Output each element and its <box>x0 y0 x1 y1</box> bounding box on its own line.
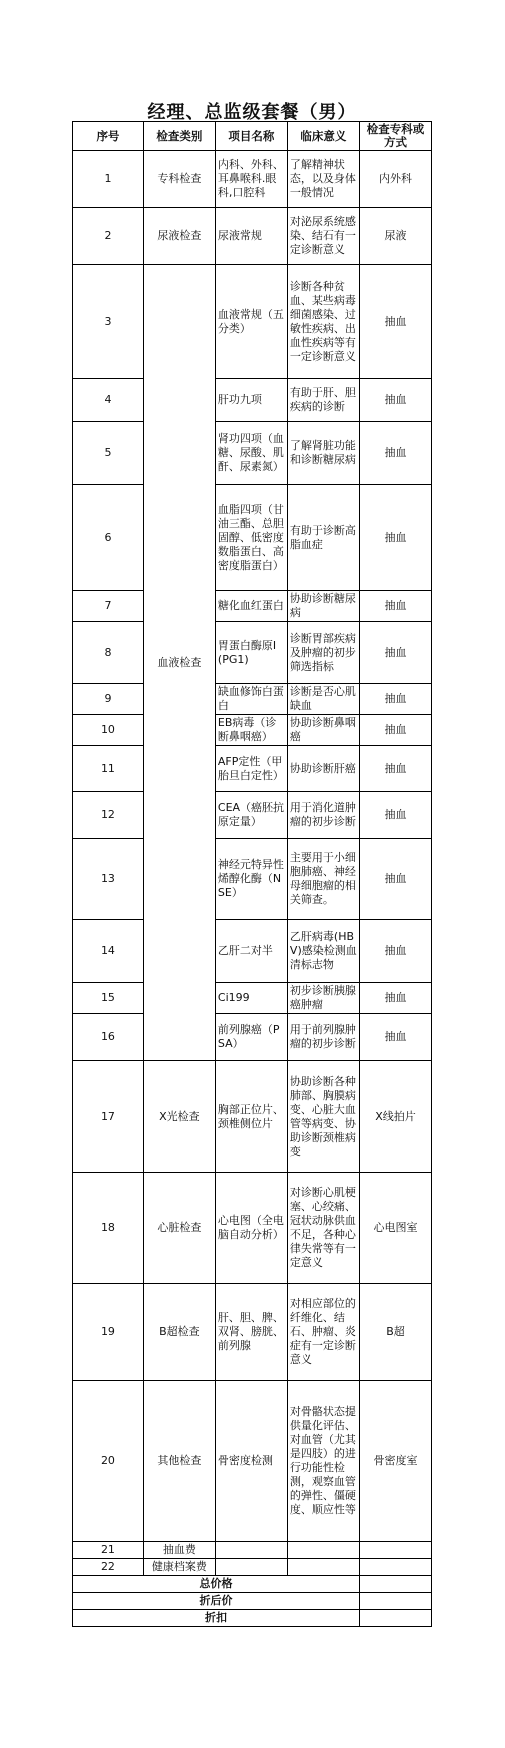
total-row <box>73 1576 432 1593</box>
row-item: 内科、外科、耳鼻喉科.眼科,口腔科 <box>215 151 287 208</box>
row-item: 缺血修饰白蛋白 <box>215 684 287 715</box>
row-method <box>359 1542 431 1559</box>
table-row <box>73 983 432 1014</box>
row-no: 9 <box>73 684 144 715</box>
row-item <box>215 1542 287 1559</box>
row-category: 尿液检查 <box>143 208 215 265</box>
table-row <box>73 265 432 379</box>
total-price-value <box>359 1576 431 1593</box>
row-method: 抽血 <box>359 746 431 792</box>
row-category: 抽血费 <box>143 1542 215 1559</box>
row-method: 骨密度室 <box>359 1381 431 1542</box>
row-meaning: 主要用于小细胞肺癌、神经母细胞瘤的相关筛查。 <box>287 839 359 920</box>
row-item: 骨密度检测 <box>215 1381 287 1542</box>
header-method: 检查专科或方式 <box>359 122 431 151</box>
row-meaning: 用于消化道肿瘤的初步诊断 <box>287 792 359 839</box>
package-table <box>72 121 432 1627</box>
row-meaning: 对骨骼状态提供量化评估、对血管（尤其是四肢）的进行功能性检测，观察血管的弹性、僵硬度、顺应性等 <box>287 1381 359 1542</box>
row-no: 10 <box>73 715 144 746</box>
discount-label: 折扣 <box>73 1610 360 1627</box>
table-row <box>73 622 432 684</box>
total-row <box>73 1610 432 1627</box>
row-method: 抽血 <box>359 792 431 839</box>
row-no: 11 <box>73 746 144 792</box>
row-category: 血液检查 <box>143 265 215 1061</box>
row-no: 4 <box>73 379 144 422</box>
row-no: 16 <box>73 1014 144 1061</box>
header-category: 检查类别 <box>143 122 215 151</box>
row-no: 8 <box>73 622 144 684</box>
table-row <box>73 792 432 839</box>
discount-value <box>359 1610 431 1627</box>
row-no: 12 <box>73 792 144 839</box>
row-category: 健康档案费 <box>143 1559 215 1576</box>
row-meaning: 诊断是否心肌缺血 <box>287 684 359 715</box>
row-item: AFP定性（甲胎旦白定性） <box>215 746 287 792</box>
total-price-label: 总价格 <box>73 1576 360 1593</box>
row-no: 22 <box>73 1559 144 1576</box>
row-method: 心电图室 <box>359 1173 431 1284</box>
row-method: 抽血 <box>359 920 431 983</box>
row-no: 13 <box>73 839 144 920</box>
row-meaning: 协助诊断各种肺部、胸膜病变、心脏大血管等病变、协助诊断颈椎病变 <box>287 1061 359 1173</box>
row-no: 14 <box>73 920 144 983</box>
header-row <box>73 122 432 151</box>
table-row <box>73 1014 432 1061</box>
row-no: 5 <box>73 422 144 485</box>
row-method: 抽血 <box>359 485 431 591</box>
table-row <box>73 208 432 265</box>
row-meaning: 了解肾脏功能和诊断糖尿病 <box>287 422 359 485</box>
row-method: 抽血 <box>359 1014 431 1061</box>
row-no: 3 <box>73 265 144 379</box>
row-no: 7 <box>73 591 144 622</box>
row-meaning: 诊断胃部疾病及肿瘤的初步筛选指标 <box>287 622 359 684</box>
table-row <box>73 485 432 591</box>
table-row <box>73 591 432 622</box>
row-item: 糖化血红蛋白 <box>215 591 287 622</box>
row-category: B超检查 <box>143 1284 215 1381</box>
row-method: 抽血 <box>359 379 431 422</box>
row-no: 17 <box>73 1061 144 1173</box>
table-row <box>73 151 432 208</box>
row-method: 抽血 <box>359 622 431 684</box>
row-category: 心脏检查 <box>143 1173 215 1284</box>
row-method: B超 <box>359 1284 431 1381</box>
row-no: 15 <box>73 983 144 1014</box>
table-row <box>73 1559 432 1576</box>
row-item: 血脂四项（甘油三酯、总胆固醇、低密度数脂蛋白、高密度脂蛋白） <box>215 485 287 591</box>
row-no: 18 <box>73 1173 144 1284</box>
row-no: 20 <box>73 1381 144 1542</box>
row-category: X光检查 <box>143 1061 215 1173</box>
row-item: 肝功九项 <box>215 379 287 422</box>
header-meaning: 临床意义 <box>287 122 359 151</box>
row-item: 尿液常规 <box>215 208 287 265</box>
header-no: 序号 <box>73 122 144 151</box>
row-item: 胃蛋白酶原Ⅰ(PG1) <box>215 622 287 684</box>
row-category: 其他检查 <box>143 1381 215 1542</box>
row-item <box>215 1559 287 1576</box>
row-no: 1 <box>73 151 144 208</box>
row-meaning: 对泌尿系统感染、结石有一定诊断意义 <box>287 208 359 265</box>
table-row <box>73 839 432 920</box>
row-item: 乙肝二对半 <box>215 920 287 983</box>
row-method: 抽血 <box>359 983 431 1014</box>
header-item: 项目名称 <box>215 122 287 151</box>
table-row <box>73 715 432 746</box>
row-meaning <box>287 1542 359 1559</box>
row-meaning: 了解精神状态，以及身体一般情况 <box>287 151 359 208</box>
row-item: EB病毒（诊断鼻咽癌） <box>215 715 287 746</box>
row-meaning: 协助诊断鼻咽癌 <box>287 715 359 746</box>
row-method: 抽血 <box>359 422 431 485</box>
row-no: 19 <box>73 1284 144 1381</box>
discounted-price-value <box>359 1593 431 1610</box>
row-item: 胸部正位片、颈椎侧位片 <box>215 1061 287 1173</box>
table-row <box>73 1381 432 1542</box>
table-row <box>73 1284 432 1381</box>
discounted-price-label: 折后价 <box>73 1593 360 1610</box>
row-item: 肝、胆、脾、双肾、膀胱、前列腺 <box>215 1284 287 1381</box>
page-title: 经理、总监级套餐（男） <box>147 102 357 123</box>
row-meaning: 对相应部位的纤维化、结石、肿瘤、炎症有一定诊断意义 <box>287 1284 359 1381</box>
row-method: X线拍片 <box>359 1061 431 1173</box>
row-method: 抽血 <box>359 591 431 622</box>
table-row <box>73 684 432 715</box>
row-item: 神经元特异性烯醇化酶（NSE） <box>215 839 287 920</box>
row-item: 心电图（全电脑自动分析） <box>215 1173 287 1284</box>
row-no: 2 <box>73 208 144 265</box>
row-no: 21 <box>73 1542 144 1559</box>
row-no: 6 <box>73 485 144 591</box>
table-row <box>73 1173 432 1284</box>
row-method: 抽血 <box>359 265 431 379</box>
row-method <box>359 1559 431 1576</box>
row-method: 抽血 <box>359 684 431 715</box>
table-row <box>73 422 432 485</box>
table-row <box>73 1542 432 1559</box>
row-item: 血液常规（五分类） <box>215 265 287 379</box>
row-meaning: 初步诊断胰腺癌肿瘤 <box>287 983 359 1014</box>
row-meaning: 用于前列腺肿瘤的初步诊断 <box>287 1014 359 1061</box>
row-method: 抽血 <box>359 839 431 920</box>
row-meaning: 乙肝病毒(HBV)感染检测血清标志物 <box>287 920 359 983</box>
row-meaning: 对诊断心肌梗塞、心绞痛、冠状动脉供血不足，各种心律失常等有一定意义 <box>287 1173 359 1284</box>
table-row <box>73 746 432 792</box>
row-meaning: 有助于诊断高脂血症 <box>287 485 359 591</box>
table-row <box>73 379 432 422</box>
row-meaning: 协助诊断肝癌 <box>287 746 359 792</box>
row-method: 抽血 <box>359 715 431 746</box>
row-meaning <box>287 1559 359 1576</box>
row-meaning: 协助诊断糖尿病 <box>287 591 359 622</box>
row-item: 肾功四项（血糖、尿酸、肌酐、尿素氮） <box>215 422 287 485</box>
row-method: 内外科 <box>359 151 431 208</box>
row-category: 专科检查 <box>143 151 215 208</box>
table-row <box>73 920 432 983</box>
row-method: 尿液 <box>359 208 431 265</box>
row-item: CEA（癌胚抗原定量） <box>215 792 287 839</box>
table-row <box>73 1061 432 1173</box>
row-item: 前列腺癌（PSA） <box>215 1014 287 1061</box>
row-item: Ci199 <box>215 983 287 1014</box>
row-meaning: 诊断各种贫血、某些病毒细菌感染、过敏性疾病、出血性疾病等有一定诊断意义 <box>287 265 359 379</box>
row-meaning: 有助于肝、胆疾病的诊断 <box>287 379 359 422</box>
total-row <box>73 1593 432 1610</box>
